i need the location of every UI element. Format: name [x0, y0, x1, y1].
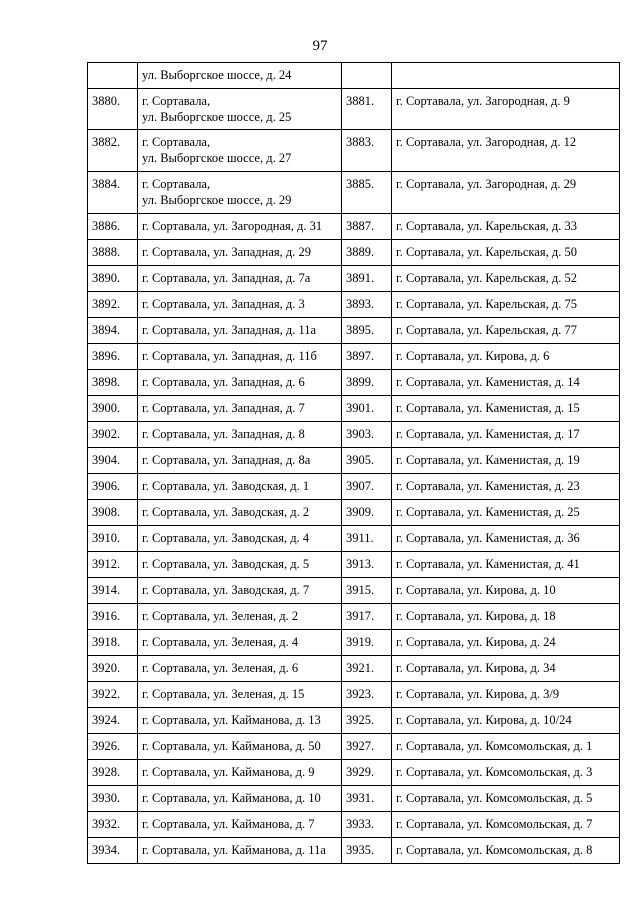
address-cell: г. Сортавала, ул. Кирова, д. 6	[392, 344, 620, 370]
row-number-cell: 3903.	[342, 422, 392, 448]
address-cell: г. Сортавала, ул. Каменистая, д. 17	[392, 422, 620, 448]
row-number-cell: 3922.	[88, 682, 138, 708]
row-number-cell: 3911.	[342, 526, 392, 552]
address-cell: г. Сортавала, ул. Карельская, д. 33	[392, 214, 620, 240]
address-cell: г. Сортавала, ул. Кайманова, д. 50	[138, 734, 342, 760]
address-cell: г. Сортавала, ул. Западная, д. 29	[138, 240, 342, 266]
table-row	[88, 578, 620, 604]
address-cell: г. Сортавала, ул. Зеленая, д. 2	[138, 604, 342, 630]
row-number-cell: 3905.	[342, 448, 392, 474]
address-line: ул. Выборгское шоссе, д. 29	[142, 193, 292, 207]
row-number-cell: 3886.	[88, 214, 138, 240]
address-cell: г. Сортавала, ул. Карельская, д. 77	[392, 318, 620, 344]
row-number-cell: 3901.	[342, 396, 392, 422]
address-table-body	[88, 63, 620, 864]
row-number-cell: 3904.	[88, 448, 138, 474]
table-row	[88, 526, 620, 552]
row-number-cell: 3918.	[88, 630, 138, 656]
table-row	[88, 396, 620, 422]
row-number-cell: 3932.	[88, 812, 138, 838]
row-number-cell: 3927.	[342, 734, 392, 760]
row-number-cell: 3921.	[342, 656, 392, 682]
table-row	[88, 682, 620, 708]
row-number-cell: 3887.	[342, 214, 392, 240]
table-row	[88, 552, 620, 578]
address-cell: г. Сортавала, ул. Каменистая, д. 41	[392, 552, 620, 578]
row-number-cell: 3917.	[342, 604, 392, 630]
row-number-cell: 3906.	[88, 474, 138, 500]
row-number-cell: 3889.	[342, 240, 392, 266]
address-cell: г. Сортавала, ул. Зеленая, д. 4	[138, 630, 342, 656]
page-number: 97	[312, 38, 328, 54]
row-number-cell: 3891.	[342, 266, 392, 292]
row-number-cell: 3925.	[342, 708, 392, 734]
address-cell: г. Сортавала, ул. Кирова, д. 24	[392, 630, 620, 656]
address-cell: г. Сортавала, ул. Кайманова, д. 7	[138, 812, 342, 838]
row-number-cell: 3896.	[88, 344, 138, 370]
row-number-cell: 3882.	[88, 130, 138, 172]
row-number-cell: 3907.	[342, 474, 392, 500]
address-cell: г. Сортавала, ул. Заводская, д. 4	[138, 526, 342, 552]
address-cell: г. Сортавала, ул. Западная, д. 8	[138, 422, 342, 448]
address-cell: г. Сортавала, ул. Кайманова, д. 10	[138, 786, 342, 812]
address-cell: г. Сортавала, ул. Комсомольская, д. 7	[392, 812, 620, 838]
address-cell: г. Сортавала, ул. Кирова, д. 10/24	[392, 708, 620, 734]
address-line: г. Сортавала,	[142, 94, 211, 108]
table-row	[88, 318, 620, 344]
row-number-cell: 3898.	[88, 370, 138, 396]
address-cell: ул. Выборгское шоссе, д. 24	[138, 63, 342, 89]
row-number-cell: 3916.	[88, 604, 138, 630]
address-cell: г. Сортавала, ул. Комсомольская, д. 8	[392, 838, 620, 864]
address-cell: г. Сортавала, ул. Каменистая, д. 25	[392, 500, 620, 526]
address-cell: г. Сортавала, ул. Комсомольская, д. 1	[392, 734, 620, 760]
address-cell: г. Сортавала, ул. Карельская, д. 52	[392, 266, 620, 292]
row-number-cell: 3885.	[342, 172, 392, 214]
address-cell: г. Сортавала, ул. Заводская, д. 1	[138, 474, 342, 500]
row-number-cell: 3910.	[88, 526, 138, 552]
address-cell: г. Сортавала, ул. Каменистая, д. 36	[392, 526, 620, 552]
row-number-cell: 3880.	[88, 89, 138, 130]
row-number-cell: 3884.	[88, 172, 138, 214]
row-number-cell: 3919.	[342, 630, 392, 656]
table-row	[88, 292, 620, 318]
row-number-cell: 3923.	[342, 682, 392, 708]
address-cell: г. Сортавала, ул. Зеленая, д. 6	[138, 656, 342, 682]
row-number-cell: 3913.	[342, 552, 392, 578]
address-cell: г. Сортавала, ул. Карельская, д. 75	[392, 292, 620, 318]
table-row	[88, 734, 620, 760]
address-cell: г. Сортавала, ул. Западная, д. 8а	[138, 448, 342, 474]
table-row	[88, 838, 620, 864]
address-cell: г. Сортавала, ул. Кирова, д. 34	[392, 656, 620, 682]
row-number-cell: 3888.	[88, 240, 138, 266]
table-row	[88, 240, 620, 266]
address-cell: г. Сортавала, ул. Кайманова, д. 9	[138, 760, 342, 786]
table-row	[88, 708, 620, 734]
row-number-cell: 3881.	[342, 89, 392, 130]
row-number-cell: 3908.	[88, 500, 138, 526]
row-number-cell: 3914.	[88, 578, 138, 604]
address-cell: г. Сортавала, ул. Каменистая, д. 23	[392, 474, 620, 500]
address-cell: г. Сортавала, ул. Каменистая, д. 19	[392, 448, 620, 474]
row-number-cell: 3935.	[342, 838, 392, 864]
address-cell: г. Сортавала, ул. Западная, д. 11а	[138, 318, 342, 344]
address-cell	[392, 63, 620, 89]
address-cell: г. Сортавала, ул. Загородная, д. 31	[138, 214, 342, 240]
address-line: г. Сортавала,	[142, 177, 211, 191]
address-line: ул. Выборгское шоссе, д. 25	[142, 110, 292, 124]
table-row	[88, 604, 620, 630]
address-cell: г. Сортавала, ул. Заводская, д. 7	[138, 578, 342, 604]
row-number-cell: 3894.	[88, 318, 138, 344]
address-cell: г. Сортавала, ул. Кирова, д. 18	[392, 604, 620, 630]
row-number-cell: 3915.	[342, 578, 392, 604]
row-number-cell: 3897.	[342, 344, 392, 370]
row-number-cell: 3926.	[88, 734, 138, 760]
address-cell: г. Сортавала, ул. Каменистая, д. 15	[392, 396, 620, 422]
row-number-cell: 3928.	[88, 760, 138, 786]
address-line: г. Сортавала,	[142, 135, 211, 149]
table-row	[88, 656, 620, 682]
address-cell: г. Сортавала, ул. Западная, д. 11б	[138, 344, 342, 370]
address-cell: г. Сортавала, ул. Комсомольская, д. 3	[392, 760, 620, 786]
table-row	[88, 172, 620, 214]
row-number-cell: 3930.	[88, 786, 138, 812]
row-number-cell: 3920.	[88, 656, 138, 682]
row-number-cell: 3929.	[342, 760, 392, 786]
row-number-cell: 3912.	[88, 552, 138, 578]
row-number-cell: 3934.	[88, 838, 138, 864]
table-row	[88, 812, 620, 838]
address-cell: г. Сортавала, ул. Западная, д. 7а	[138, 266, 342, 292]
address-table	[87, 62, 620, 864]
table-row	[88, 89, 620, 130]
address-line: ул. Выборгское шоссе, д. 27	[142, 151, 292, 165]
address-cell	[138, 172, 342, 214]
table-row	[88, 500, 620, 526]
row-number-cell: 3892.	[88, 292, 138, 318]
table-row	[88, 370, 620, 396]
row-number-cell: 3893.	[342, 292, 392, 318]
address-cell: г. Сортавала, ул. Зеленая, д. 15	[138, 682, 342, 708]
address-cell: г. Сортавала, ул. Заводская, д. 2	[138, 500, 342, 526]
address-cell: г. Сортавала, ул. Комсомольская, д. 5	[392, 786, 620, 812]
table-row	[88, 214, 620, 240]
address-cell	[138, 89, 342, 130]
row-number-cell: 3933.	[342, 812, 392, 838]
address-cell: г. Сортавала, ул. Загородная, д. 9	[392, 89, 620, 130]
table-row	[88, 786, 620, 812]
table-row	[88, 448, 620, 474]
address-cell: г. Сортавала, ул. Западная, д. 3	[138, 292, 342, 318]
address-cell	[138, 130, 342, 172]
address-cell: г. Сортавала, ул. Загородная, д. 29	[392, 172, 620, 214]
table-row	[88, 266, 620, 292]
table-row	[88, 63, 620, 89]
table-row	[88, 760, 620, 786]
address-cell: г. Сортавала, ул. Карельская, д. 50	[392, 240, 620, 266]
table-row	[88, 344, 620, 370]
row-number-cell: 3883.	[342, 130, 392, 172]
address-cell: г. Сортавала, ул. Каменистая, д. 14	[392, 370, 620, 396]
address-cell: г. Сортавала, ул. Западная, д. 6	[138, 370, 342, 396]
table-row	[88, 130, 620, 172]
table-row	[88, 630, 620, 656]
row-number-cell	[88, 63, 138, 89]
row-number-cell: 3899.	[342, 370, 392, 396]
row-number-cell: 3900.	[88, 396, 138, 422]
row-number-cell: 3924.	[88, 708, 138, 734]
row-number-cell: 3909.	[342, 500, 392, 526]
table-row	[88, 474, 620, 500]
row-number-cell	[342, 63, 392, 89]
address-cell: г. Сортавала, ул. Западная, д. 7	[138, 396, 342, 422]
address-cell: г. Сортавала, ул. Кирова, д. 10	[392, 578, 620, 604]
row-number-cell: 3895.	[342, 318, 392, 344]
row-number-cell: 3902.	[88, 422, 138, 448]
row-number-cell: 3931.	[342, 786, 392, 812]
address-cell: г. Сортавала, ул. Кайманова, д. 13	[138, 708, 342, 734]
row-number-cell: 3890.	[88, 266, 138, 292]
table-row	[88, 422, 620, 448]
address-cell: г. Сортавала, ул. Кирова, д. 3/9	[392, 682, 620, 708]
address-cell: г. Сортавала, ул. Кайманова, д. 11а	[138, 838, 342, 864]
address-cell: г. Сортавала, ул. Загородная, д. 12	[392, 130, 620, 172]
address-cell: г. Сортавала, ул. Заводская, д. 5	[138, 552, 342, 578]
